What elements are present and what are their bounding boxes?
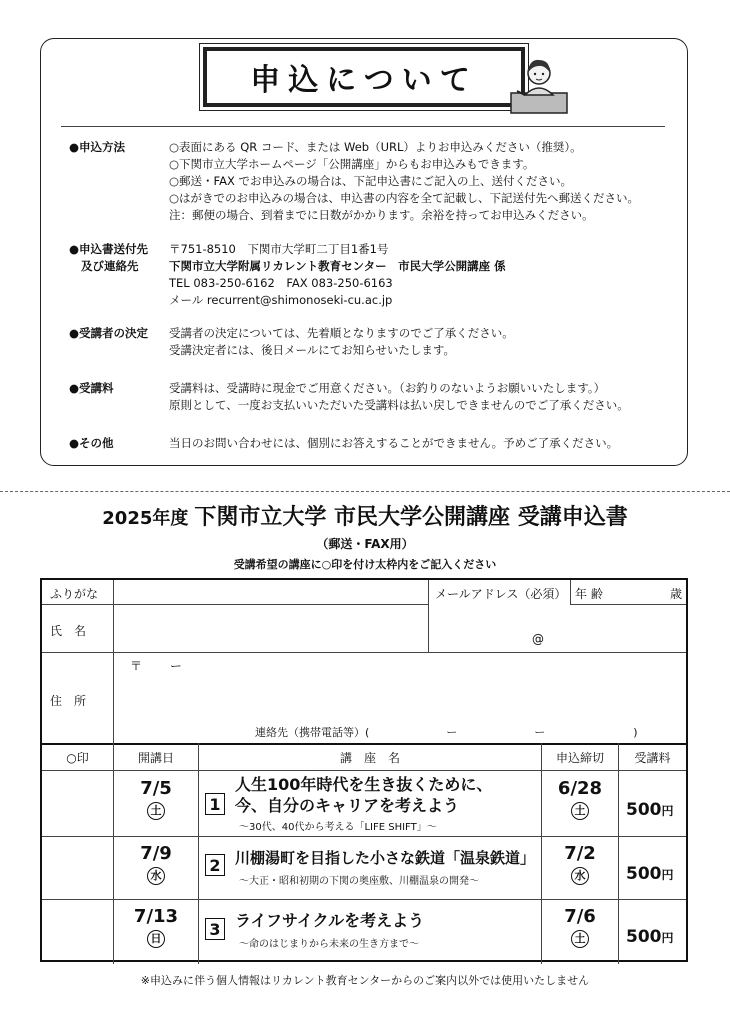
header-course: 講 座 名 xyxy=(339,751,400,765)
course-2-fee: 500円 xyxy=(626,864,674,884)
postal-address: 〒751-8510 下関市大学町二丁目1番1号 xyxy=(169,242,389,256)
other-line: 当日のお問い合わせには、個別にお答えすることができません。予めご了承ください。 xyxy=(169,436,619,450)
method-line: ○郵送・FAX でお申込みの場合は、下記申込書にご記入の上、送付ください。 xyxy=(169,174,572,188)
fee-label: ●受講料 xyxy=(69,381,114,395)
cut-line xyxy=(0,491,730,492)
method-line: ○はがきでのお申込みの場合は、申込書の内容を全て記載し、下記送付先へ郵送ください。 xyxy=(169,191,640,205)
address-label: ●申込書送付先 xyxy=(69,242,149,256)
course-3-number: 3 xyxy=(205,918,225,940)
course-2-deadline: 7/2 水 xyxy=(542,844,618,885)
header-deadline: 申込締切 xyxy=(555,751,604,765)
method-line: 注：郵便の場合、到着までに日数がかかります。余裕を持ってお申込みください。 xyxy=(169,208,594,222)
name-label: 氏 名 xyxy=(50,624,87,638)
course-3-deadline-day: 土 xyxy=(571,930,589,948)
course-1-day: 土 xyxy=(147,802,165,820)
course-3-date: 7/13 日 xyxy=(114,907,198,948)
course-1-deadline-day: 土 xyxy=(571,802,589,820)
course-1-fee: 500円 xyxy=(626,800,674,820)
furigana-field[interactable] xyxy=(114,581,427,603)
method-line: ○下関市立大学ホームページ「公開講座」からもお申込みもできます。 xyxy=(169,157,535,171)
decision-line: 受講決定者には、後日メールにてお知らせいたします。 xyxy=(169,343,456,357)
email-label: メールアドレス（必須） xyxy=(435,587,567,601)
decision-line: 受講者の決定については、先着順となりますのでご了承ください。 xyxy=(169,326,514,340)
postal-mark: 〒 ー xyxy=(130,659,182,673)
course-3-title: ライフサイクルを考えよう xyxy=(235,911,425,930)
course-1-number: 1 xyxy=(205,793,225,815)
at-mark: @ xyxy=(532,632,544,646)
course-2-date: 7/9 水 xyxy=(114,844,198,885)
address-label: 住 所 xyxy=(50,694,87,708)
address-label-2: 及び連絡先 xyxy=(81,259,139,273)
form-heading xyxy=(0,500,730,531)
email-field[interactable] xyxy=(429,606,685,651)
title-divider xyxy=(61,126,665,127)
course-2-title: 川棚湯町を目指した小さな鉄道「温泉鉄道」 xyxy=(235,849,536,867)
age-label: 年 齢 xyxy=(575,587,603,601)
contact-label: 連絡先（携帯電話等）( ー ー ) xyxy=(255,726,638,739)
course-2-subtitle: ～大正・昭和初期の下関の奥座敷、川棚温泉の開発～ xyxy=(239,876,479,887)
form-year: 2025年度 xyxy=(102,508,189,529)
organization-name: 下関市立大学附属リカレント教育センター 市民大学公開講座 係 xyxy=(169,259,506,273)
course-1-title-2: 今、自分のキャリアを考えよう xyxy=(235,796,460,815)
course-3-deadline: 7/6 土 xyxy=(542,907,618,948)
privacy-note: ※申込みに伴う個人情報はリカレント教育センターからのご案内以外では使用いたしません xyxy=(140,974,590,987)
course-3-day: 日 xyxy=(147,930,165,948)
course-1-deadline: 6/28 土 xyxy=(542,779,618,820)
header-date: 開講日 xyxy=(137,751,174,765)
tel-fax: TEL 083-250-6162 FAX 083-250-6163 xyxy=(169,276,393,290)
fee-line: 受講料は、受講時に現金でご用意ください。（お釣りのないようお願いいたします。） xyxy=(169,381,606,395)
form-subtitle: （郵送・FAX用） xyxy=(316,537,414,551)
name-field[interactable] xyxy=(114,606,427,651)
course-3-fee: 500円 xyxy=(626,927,674,947)
method-line: ○表面にある QR コード、または Web（URL）よりお申込みください（推奨）。 xyxy=(169,140,582,154)
course-1-date: 7/5 土 xyxy=(114,779,198,820)
email-address: メール recurrent@shimonoseki-cu.ac.jp xyxy=(169,293,393,307)
method-label: ●申込方法 xyxy=(69,140,126,154)
course-1-subtitle: ～30代、40代から考える「LIFE SHIFT」～ xyxy=(239,822,437,833)
age-unit: 歳 xyxy=(670,587,683,601)
decision-label: ●受講者の決定 xyxy=(69,326,149,340)
staff-illustration-icon xyxy=(509,51,569,115)
header-fee: 受講料 xyxy=(634,751,671,765)
application-form xyxy=(40,578,688,962)
course-3-mark-cell[interactable] xyxy=(42,900,113,962)
course-3-subtitle: ～命のはじまりから未来の生き方まで～ xyxy=(239,939,419,950)
course-2-mark-cell[interactable] xyxy=(42,837,113,899)
fee-line: 原則として、一度お支払いいただいた受講料は払い戻しできませんのでご了承ください。 xyxy=(169,398,629,412)
course-2-number: 2 xyxy=(205,854,225,876)
other-label: ●その他 xyxy=(69,436,114,450)
application-info-box xyxy=(40,38,688,466)
header-mark: ○印 xyxy=(66,751,89,765)
info-title: 申込について xyxy=(203,47,525,107)
form-title: 下関市立大学 市民大学公開講座 受講申込書 xyxy=(194,505,628,530)
form-instruction: 受講希望の講座に○印を付け太枠内をご記入ください xyxy=(233,558,497,571)
furigana-label: ふりがな xyxy=(50,587,99,601)
course-1-mark-cell[interactable] xyxy=(42,771,113,836)
course-2-deadline-day: 水 xyxy=(571,867,589,885)
course-1-title: 人生100年時代を生き抜くために、 xyxy=(235,775,493,794)
course-2-day: 水 xyxy=(147,867,165,885)
